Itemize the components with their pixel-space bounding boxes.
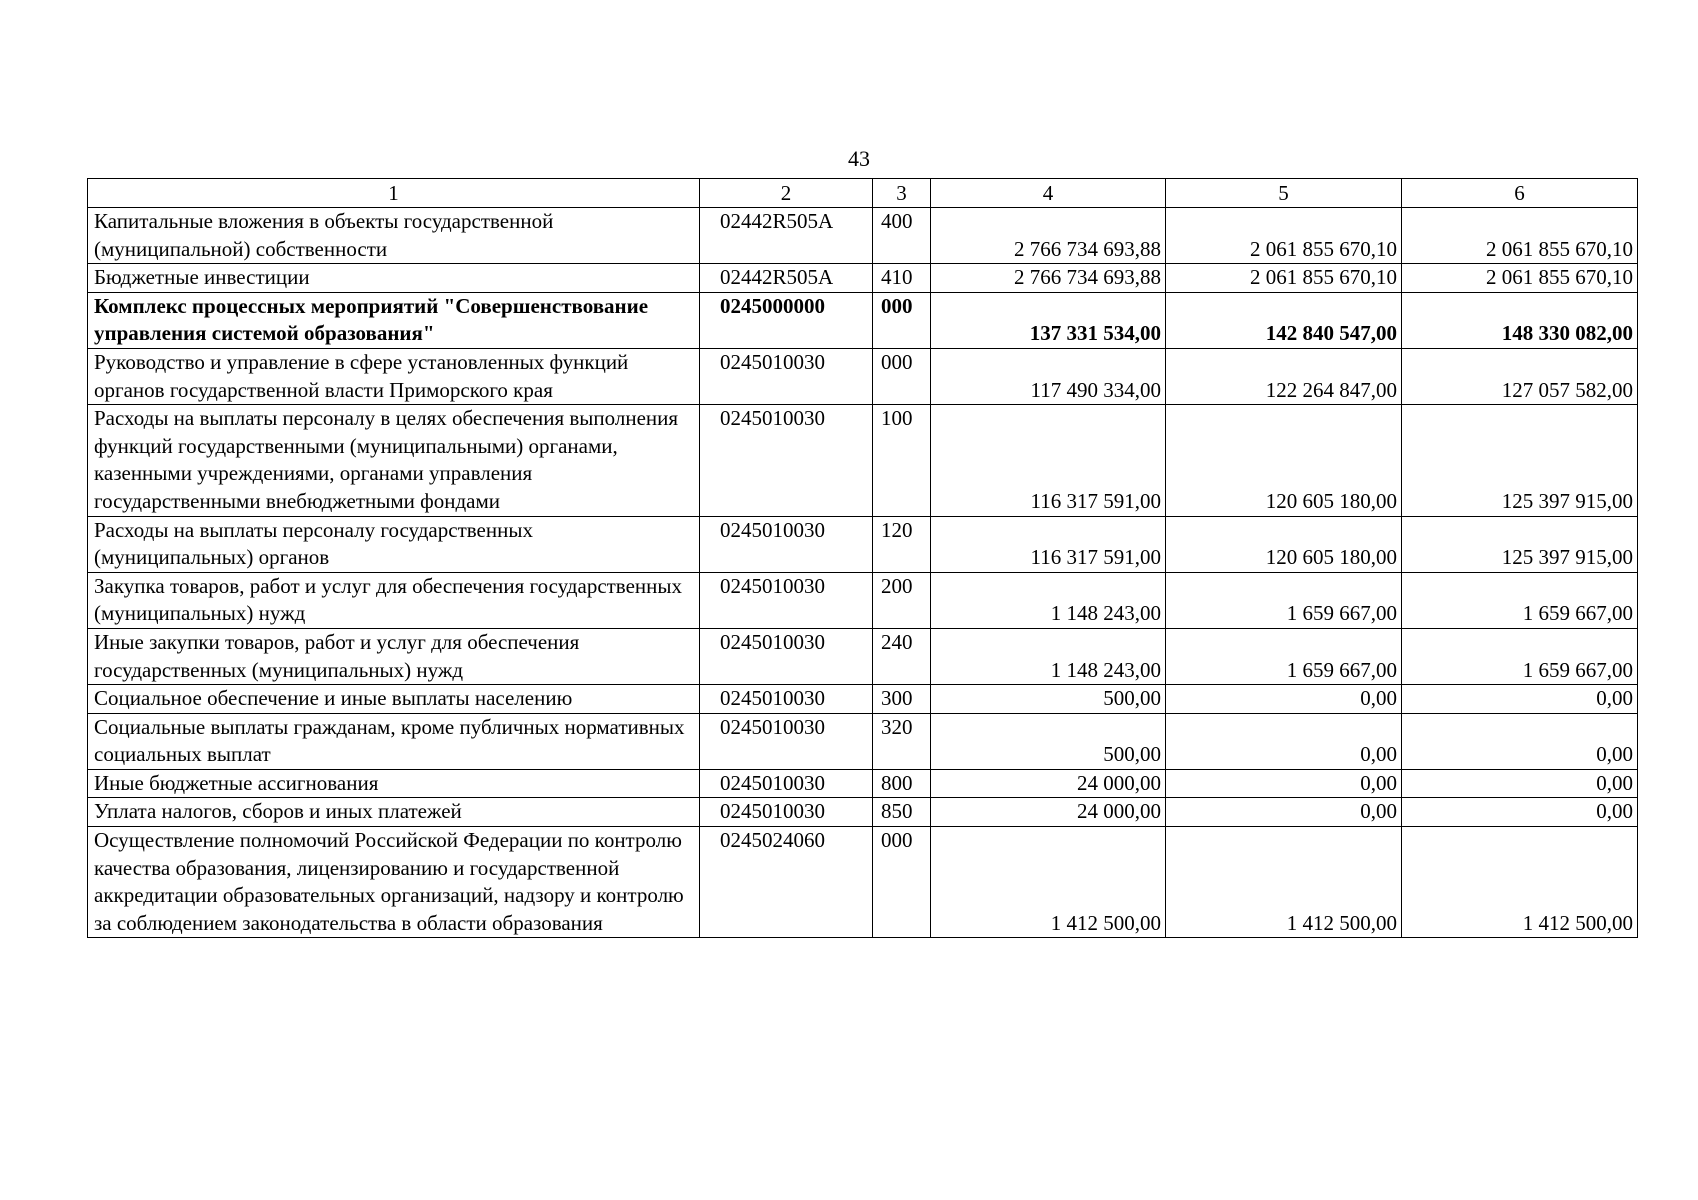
- row-name: Иные закупки товаров, работ и услуг для обеспечения государственных (муниципальных) нужд: [88, 628, 700, 684]
- column-number: 6: [1402, 179, 1638, 208]
- row-code: 0245024060: [700, 827, 873, 938]
- row-value-col6: 0,00: [1402, 798, 1638, 827]
- row-value-col4: 117 490 334,00: [931, 348, 1166, 404]
- row-value-col4: 1 148 243,00: [931, 628, 1166, 684]
- row-name: Комплекс процессных мероприятий "Совершенствование управления системой образования": [88, 292, 700, 348]
- row-code: 0245010030: [700, 405, 873, 516]
- table-row: [88, 405, 1638, 516]
- row-value-col6: 1 659 667,00: [1402, 628, 1638, 684]
- column-number: 2: [700, 179, 873, 208]
- table-row: [88, 348, 1638, 404]
- row-value-col6: 1 659 667,00: [1402, 572, 1638, 628]
- row-code: 02442R505A: [700, 264, 873, 293]
- row-name: Социальные выплаты гражданам, кроме публичных нормативных социальных выплат: [88, 713, 700, 769]
- row-type: 410: [873, 264, 931, 293]
- row-type: 400: [873, 208, 931, 264]
- row-value-col4: 1 412 500,00: [931, 827, 1166, 938]
- row-value-col6: 1 412 500,00: [1402, 827, 1638, 938]
- column-number: 5: [1166, 179, 1402, 208]
- row-value-col5: 120 605 180,00: [1166, 516, 1402, 572]
- row-name: Уплата налогов, сборов и иных платежей: [88, 798, 700, 827]
- row-value-col5: 0,00: [1166, 769, 1402, 798]
- row-value-col6: 125 397 915,00: [1402, 516, 1638, 572]
- row-type: 240: [873, 628, 931, 684]
- table-row: [88, 208, 1638, 264]
- table-row: [88, 798, 1638, 827]
- table-row: [88, 827, 1638, 938]
- row-value-col6: 0,00: [1402, 685, 1638, 714]
- row-name: Бюджетные инвестиции: [88, 264, 700, 293]
- row-code: 0245010030: [700, 798, 873, 827]
- row-value-col4: 2 766 734 693,88: [931, 264, 1166, 293]
- budget-table: [87, 178, 1638, 938]
- page-number: 43: [848, 146, 870, 171]
- row-type: 320: [873, 713, 931, 769]
- row-name: Социальное обеспечение и иные выплаты населению: [88, 685, 700, 714]
- table-row: [88, 713, 1638, 769]
- row-value-col6: 0,00: [1402, 769, 1638, 798]
- row-type: 000: [873, 827, 931, 938]
- column-number: 1: [88, 179, 700, 208]
- row-name: Капитальные вложения в объекты государственной (муниципальной) собственности: [88, 208, 700, 264]
- row-name: Закупка товаров, работ и услуг для обеспечения государственных (муниципальных) нужд: [88, 572, 700, 628]
- row-type: 200: [873, 572, 931, 628]
- row-code: 0245010030: [700, 769, 873, 798]
- row-value-col4: 500,00: [931, 685, 1166, 714]
- row-value-col4: 137 331 534,00: [931, 292, 1166, 348]
- row-value-col5: 2 061 855 670,10: [1166, 264, 1402, 293]
- row-value-col5: 1 412 500,00: [1166, 827, 1402, 938]
- row-value-col4: 2 766 734 693,88: [931, 208, 1166, 264]
- row-type: 850: [873, 798, 931, 827]
- row-value-col4: 24 000,00: [931, 769, 1166, 798]
- table-row: [88, 628, 1638, 684]
- column-number: 4: [931, 179, 1166, 208]
- row-type: 100: [873, 405, 931, 516]
- row-name: Иные бюджетные ассигнования: [88, 769, 700, 798]
- table-row: [88, 572, 1638, 628]
- row-value-col5: 1 659 667,00: [1166, 572, 1402, 628]
- row-type: 800: [873, 769, 931, 798]
- row-type: 120: [873, 516, 931, 572]
- row-type: 300: [873, 685, 931, 714]
- row-value-col5: 120 605 180,00: [1166, 405, 1402, 516]
- row-code: 0245010030: [700, 628, 873, 684]
- row-code: 0245010030: [700, 685, 873, 714]
- row-name: Расходы на выплаты персоналу государственных (муниципальных) органов: [88, 516, 700, 572]
- row-value-col6: 127 057 582,00: [1402, 348, 1638, 404]
- row-value-col5: 142 840 547,00: [1166, 292, 1402, 348]
- row-name: Осуществление полномочий Российской Федерации по контролю качества образования, лицензированию и государственной аккредитации образовательных организаций, надзору и контролю за соблюдением законодательства в области образования: [88, 827, 700, 938]
- row-value-col5: 2 061 855 670,10: [1166, 208, 1402, 264]
- row-value-col6: 125 397 915,00: [1402, 405, 1638, 516]
- row-code: 02442R505A: [700, 208, 873, 264]
- row-code: 0245010030: [700, 713, 873, 769]
- row-code: 0245010030: [700, 572, 873, 628]
- row-value-col6: 2 061 855 670,10: [1402, 264, 1638, 293]
- row-name: Руководство и управление в сфере установленных функций органов государственной власти Приморского края: [88, 348, 700, 404]
- row-type: 000: [873, 348, 931, 404]
- row-value-col5: 0,00: [1166, 798, 1402, 827]
- row-value-col4: 24 000,00: [931, 798, 1166, 827]
- row-type: 000: [873, 292, 931, 348]
- row-value-col4: 500,00: [931, 713, 1166, 769]
- column-number-row: [88, 179, 1638, 208]
- row-value-col5: 0,00: [1166, 713, 1402, 769]
- table-row: [88, 769, 1638, 798]
- table-row: [88, 292, 1638, 348]
- row-value-col4: 116 317 591,00: [931, 516, 1166, 572]
- row-value-col6: 0,00: [1402, 713, 1638, 769]
- row-value-col4: 1 148 243,00: [931, 572, 1166, 628]
- row-value-col5: 122 264 847,00: [1166, 348, 1402, 404]
- row-value-col5: 0,00: [1166, 685, 1402, 714]
- table-row: [88, 685, 1638, 714]
- row-code: 0245000000: [700, 292, 873, 348]
- table-body: [88, 179, 1638, 938]
- row-value-col6: 148 330 082,00: [1402, 292, 1638, 348]
- row-value-col5: 1 659 667,00: [1166, 628, 1402, 684]
- table-row: [88, 516, 1638, 572]
- row-name: Расходы на выплаты персоналу в целях обеспечения выполнения функций государственными (муниципальными) органами, казенными учреждениями, органами управления государственными внебюджетными фондами: [88, 405, 700, 516]
- row-code: 0245010030: [700, 516, 873, 572]
- table-row: [88, 264, 1638, 293]
- row-value-col4: 116 317 591,00: [931, 405, 1166, 516]
- row-value-col6: 2 061 855 670,10: [1402, 208, 1638, 264]
- row-code: 0245010030: [700, 348, 873, 404]
- column-number: 3: [873, 179, 931, 208]
